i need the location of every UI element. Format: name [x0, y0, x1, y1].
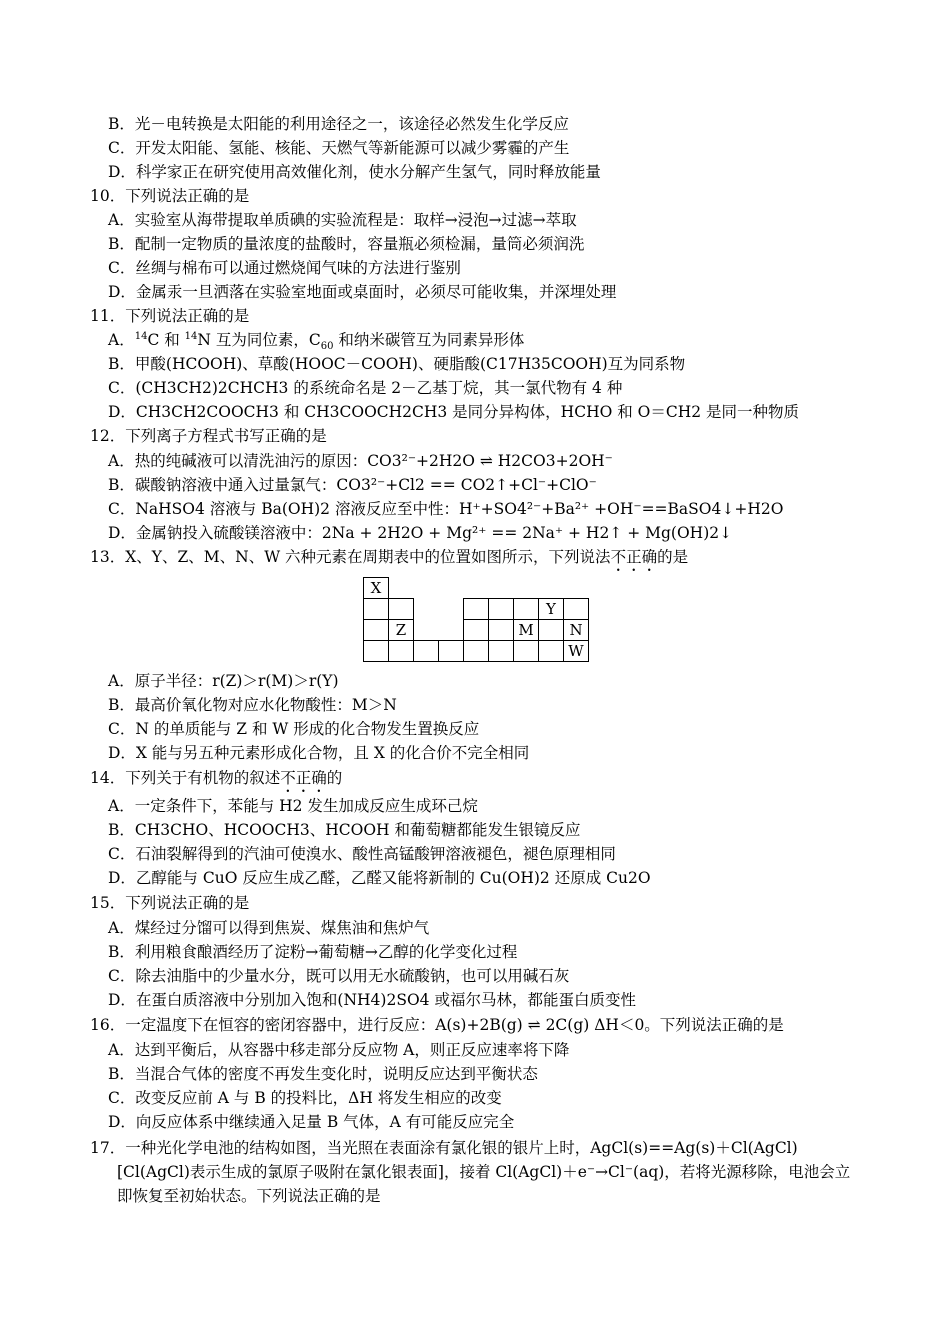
q16-option-a: A．达到平衡后，从容器中移走部分反应物 A，则正反应速率将下降 [108, 1041, 570, 1059]
q14-option-b: B．CH3CHO、HCOOCH3、HCOOH 和葡萄糖都能发生银镜反应 [108, 821, 581, 839]
q10-option-d: D．金属汞一旦洒落在实验室地面或桌面时，必须尽可能收集，并深埋处理 [108, 283, 617, 301]
q14-option-a: A．一定条件下，苯能与 H2 发生加成反应生成环己烷 [108, 797, 478, 815]
cell-m: M [514, 620, 539, 641]
q9-option-c: C．开发太阳能、氢能、核能、天燃气等新能源可以减少雾霾的产生 [108, 139, 570, 157]
q15-option-b: B．利用粮食酿酒经历了淀粉→葡萄糖→乙醇的化学变化过程 [108, 943, 518, 961]
q10-option-c: C．丝绸与棉布可以通过燃烧闻气味的方法进行鉴别 [108, 259, 461, 277]
q15-option-c: C．除去油脂中的少量水分，既可以用无水硫酸钠，也可以用碱石灰 [108, 967, 570, 985]
q12-option-b: B．碳酸钠溶液中通入过量氯气：CO3²⁻+Cl2 == CO2↑+Cl⁻+ClO⁻ [108, 476, 597, 494]
q10-option-b: B．配制一定物质的量浓度的盐酸时，容量瓶必须检漏，量筒必须润洗 [108, 235, 585, 253]
q12-stem: 12．下列离子方程式书写正确的是 [90, 427, 327, 445]
q10-option-a: A．实验室从海带提取单质碘的实验流程是：取样→浸泡→过滤→萃取 [108, 211, 577, 229]
q16-option-d: D．向反应体系中继续通入足量 B 气体，A 有可能反应完全 [108, 1113, 515, 1131]
cell-n: N [564, 620, 589, 641]
q17-stem-line1: 17．一种光化学电池的结构如图，当光照在表面涂有氯化银的银片上时，AgCl(s)==Ag(s)＋Cl(AgCl) [90, 1139, 798, 1157]
q15-stem: 15．下列说法正确的是 [90, 894, 250, 912]
q16-option-b: B．当混合气体的密度不再发生变化时，说明反应达到平衡状态 [108, 1065, 538, 1083]
q15-option-a: A．煤经过分馏可以得到焦炭、煤焦油和焦炉气 [108, 919, 430, 937]
emphasis-not-correct: 不正确 [610, 548, 658, 566]
q11-option-a: A．$^{14}$C 和 $^{14}$N 互为同位素，$C_{60}$ 和纳米碳管互为同素异形体 [108, 330, 525, 353]
cell-x: X [364, 578, 389, 599]
q14-option-c: C．石油裂解得到的汽油可使溴水、酸性高锰酸钾溶液褪色，褪色原理相同 [108, 845, 616, 863]
q12-option-a: A．热的纯碱液可以清洗油污的原因：CO3²⁻+2H2O ⇌ H2CO3+2OH⁻ [108, 452, 613, 470]
q13-option-b: B．最高价氧化物对应水化物酸性：M＞N [108, 696, 397, 714]
q13-option-d: D．X 能与另五种元素形成化合物，且 X 的化合价不完全相同 [108, 744, 530, 762]
q17-stem-line2: [Cl(AgCl)表示生成的氯原子吸附在氯化银表面]，接着 Cl(AgCl)＋e⁻→Cl⁻(aq)，若将光源移除，电池会立 [117, 1163, 851, 1181]
q11-option-d: D．CH3CH2COOCH3 和 CH3COOCH2CH3 是同分异构体，HCHO 和 O＝CH2 是同一种物质 [108, 403, 800, 421]
q11-option-c: C．(CH3CH2)2CHCH3 的系统命名是 2－乙基丁烷，其一氯代物有 4 种 [108, 379, 623, 397]
q16-option-c: C．改变反应前 A 与 B 的投料比，ΔH 将发生相应的改变 [108, 1089, 502, 1107]
q9-option-b: B．光－电转换是太阳能的利用途径之一，该途径必然发生化学反应 [108, 115, 569, 133]
q11-option-b: B．甲酸(HCOOH)、草酸(HOOC－COOH)、硬脂酸(C17H35COOH)互为同系物 [108, 355, 686, 373]
q13-option-a: A．原子半径：r(Z)＞r(M)＞r(Y) [108, 672, 339, 690]
q14-stem: 14．下列关于有机物的叙述不正确的 [90, 769, 343, 787]
q12-option-d: D．金属钠投入硫酸镁溶液中：2Na + 2H2O + Mg²⁺ == 2Na⁺ + H2↑ + Mg(OH)2↓ [108, 524, 733, 542]
q15-option-d: D．在蛋白质溶液中分别加入饱和(NH4)2SO4 或福尔马林，都能蛋白质变性 [108, 991, 636, 1009]
q10-stem: 10．下列说法正确的是 [90, 187, 250, 205]
q14-option-d: D．乙醇能与 CuO 反应生成乙醛，乙醛又能将新制的 Cu(OH)2 还原成 Cu2O [108, 869, 651, 887]
q12-option-c: C．NaHSO4 溶液与 Ba(OH)2 溶液反应至中性：H⁺+SO4²⁻+Ba²⁺ +OH⁻==BaSO4↓+H2O [108, 500, 784, 518]
cell-y: Y [539, 599, 564, 620]
cell-z: Z [389, 620, 414, 641]
q11-stem: 11．下列说法正确的是 [90, 307, 250, 325]
q9-option-d: D．科学家正在研究使用高效催化剂，使水分解产生氢气，同时释放能量 [108, 163, 601, 181]
cell-w: W [564, 641, 589, 662]
q17-stem-line3: 即恢复至初始状态。下列说法正确的是 [117, 1187, 381, 1205]
periodic-table-fragment [363, 577, 614, 662]
q13-option-c: C．N 的单质能与 Z 和 W 形成的化合物发生置换反应 [108, 720, 480, 738]
q13-stem: 13．X、Y、Z、M、N、W 六种元素在周期表中的位置如图所示，下列说法不正确的是 [90, 548, 689, 566]
q16-stem: 16．一定温度下在恒容的密闭容器中，进行反应：A(s)+2B(g) ⇌ 2C(g) ΔH＜0。下列说法正确的是 [90, 1016, 784, 1034]
emphasis-not-correct: 不正确 [280, 769, 327, 787]
